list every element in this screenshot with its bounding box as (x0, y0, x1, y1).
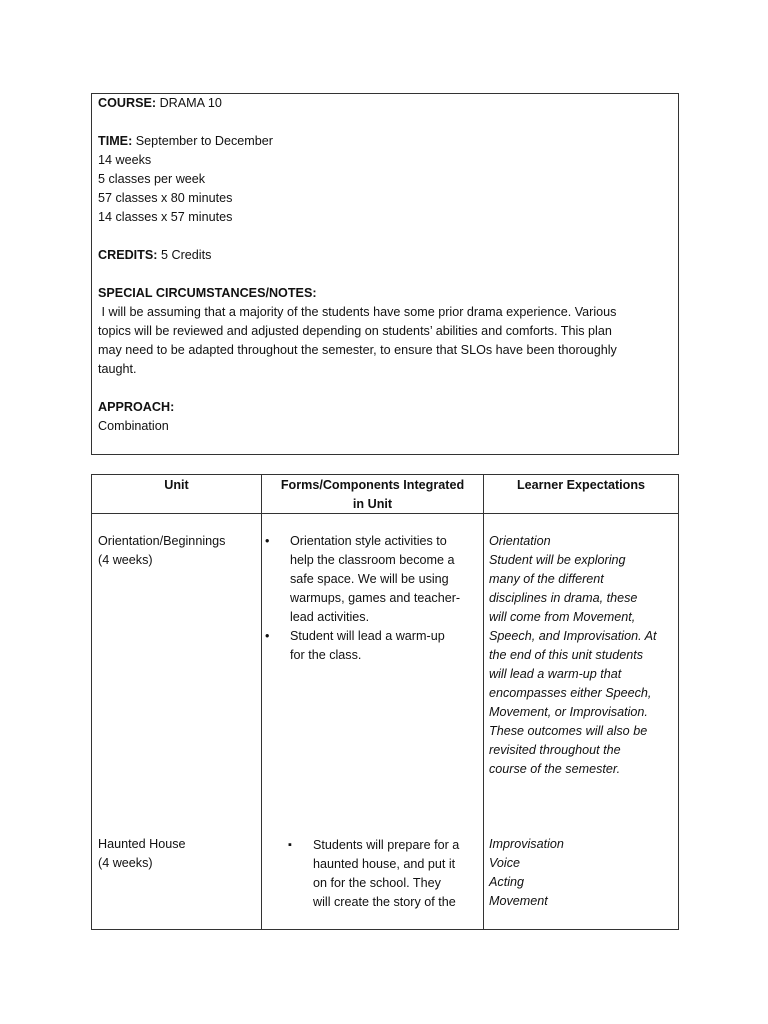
text-line: lead activities. (290, 610, 370, 624)
credits-label: CREDITS: (98, 248, 158, 262)
text-line: haunted house, and put it (313, 857, 456, 871)
text-line: Improvisation (489, 837, 564, 851)
text-line: disciplines in drama, these (489, 591, 638, 605)
unit-duration: (4 weeks) (98, 856, 153, 870)
list-item-text (290, 532, 460, 627)
column-divider (261, 475, 262, 929)
header-forms-line: in Unit (352, 497, 393, 511)
time-value: September to December (135, 134, 273, 148)
notes-line: taught. (98, 362, 137, 376)
text-line: Orientation style activities to (290, 534, 447, 548)
text-line: revisited throughout the (489, 743, 621, 757)
unit-cell (98, 532, 225, 570)
credits-value: 5 Credits (160, 248, 212, 262)
unit-cell (98, 835, 186, 873)
credits-line (98, 246, 211, 265)
course-line (98, 94, 222, 113)
unit-name: Orientation/Beginnings (98, 534, 226, 548)
time-detail: 5 classes per week (98, 172, 206, 186)
expectations-cell (489, 532, 657, 779)
text-line: for the class. (290, 648, 362, 662)
bullet-icon: ▪ (288, 839, 292, 851)
text-line: safe space. We will be using (290, 572, 449, 586)
text-line: course of the semester. (489, 762, 621, 776)
list-item-text (313, 836, 459, 912)
text-line: will lead a warm-up that (489, 667, 622, 681)
text-line: Students will prepare for a (313, 838, 460, 852)
notes-label: SPECIAL CIRCUMSTANCES/NOTES: (98, 286, 317, 300)
unit-name: Haunted House (98, 837, 186, 851)
text-line: Movement, or Improvisation. (489, 705, 648, 719)
text-line: encompasses either Speech, (489, 686, 652, 700)
list-item-text (290, 627, 445, 665)
course-info-box (91, 93, 679, 455)
text-line: Voice (489, 856, 521, 870)
text-line: Student will be exploring (489, 553, 626, 567)
text-line: Movement (489, 894, 548, 908)
header-learner-expectations: Learner Expectations (516, 478, 646, 492)
text-line: These outcomes will also be (489, 724, 648, 738)
header-forms-line: Forms/Components Integrated (280, 478, 465, 492)
course-value: DRAMA 10 (159, 96, 222, 110)
bullet-icon: • (265, 534, 270, 548)
text-line: on for the school. They (313, 876, 441, 890)
time-label: TIME: (98, 134, 133, 148)
text-line: Speech, and Improvisation. At (489, 629, 657, 643)
expectations-cell (489, 835, 564, 911)
text-line: help the classroom become a (290, 553, 455, 567)
column-divider (483, 475, 484, 929)
approach-label: APPROACH: (98, 400, 175, 414)
approach-value: Combination (98, 419, 169, 433)
text-line: Orientation (489, 534, 551, 548)
unit-table (91, 474, 679, 930)
course-label: COURSE: (98, 96, 157, 110)
text-line: the end of this unit students (489, 648, 644, 662)
notes-line: topics will be reviewed and adjusted depending on students’ abilities and comforts. This plan (98, 324, 612, 338)
header-unit: Unit (164, 478, 189, 492)
text-line: Student will lead a warm-up (290, 629, 445, 643)
header-forms (262, 475, 483, 514)
time-detail: 14 weeks (98, 153, 152, 167)
notes-line: may need to be adapted throughout the semester, to ensure that SLOs have been thoroughly (98, 343, 617, 357)
text-line: many of the different (489, 572, 604, 586)
bullet-icon: • (265, 629, 270, 643)
text-line: warmups, games and teacher- (290, 591, 461, 605)
time-line (98, 132, 273, 151)
notes-line: I will be assuming that a majority of the students have some prior drama experience. Various (98, 305, 617, 319)
text-line: will create the story of the (313, 895, 456, 909)
time-detail: 57 classes x 80 minutes (98, 191, 233, 205)
unit-duration: (4 weeks) (98, 553, 153, 567)
time-detail: 14 classes x 57 minutes (98, 210, 233, 224)
text-line: Acting (489, 875, 525, 889)
text-line: will come from Movement, (489, 610, 636, 624)
notes-text (98, 303, 674, 379)
